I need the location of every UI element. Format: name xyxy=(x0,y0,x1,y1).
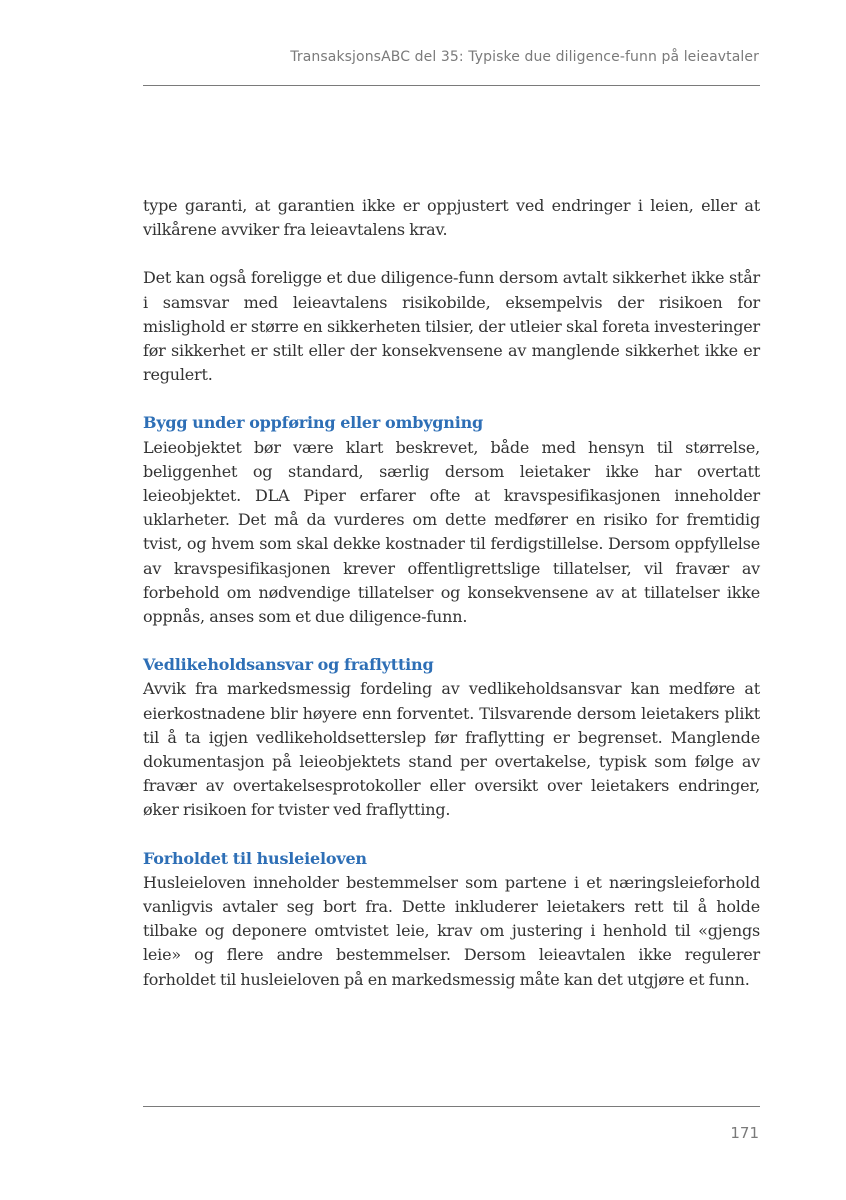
section-heading: Bygg under oppføring eller ombygning xyxy=(143,413,484,433)
page-body xyxy=(143,194,760,1016)
footer-divider xyxy=(143,1106,760,1107)
section-tenancy-act xyxy=(143,847,760,992)
section-heading: Forholdet til husleieloven xyxy=(143,848,367,868)
section-text: Avvik fra markedsmessig fordeling av vedlikeholdsansvar kan medføre at eierkostnadene blir høyere enn forventet. Tilsvarende dersom leietakers plikt til å ta igjen vedlikeholdsetterslep før fraflytting er begrenset. Manglende dokumentasjon på leieobjektets stand per overtakelse, typisk som følge av fravær av overtakelsesprotokoller eller oversikt over leietakers endringer, øker risikoen for tvister ved fraflytting. xyxy=(143,679,760,820)
section-maintenance xyxy=(143,653,760,822)
section-text: Husleieloven inneholder bestemmelser som partene i et næringsleieforhold vanligvis avtaler seg bort fra. Dette inkluderer leietakers rett til å holde tilbake og deponere omtvistet leie, krav om justering i henhold til «gjengs leie» og flere andre bestemmelser. Dersom leieavtalen ikke regulerer forholdet til husleieloven på en markedsmessig måte kan det utgjøre et funn. xyxy=(143,872,760,989)
page-number: 171 xyxy=(730,1124,759,1142)
paragraph-guarantee-continued: type garanti, at garantien ikke er oppjustert ved endringer i leien, eller at vilkårene avviker fra leieavtalens krav. xyxy=(143,196,760,240)
section-text: Leieobjektet bør være klart beskrevet, både med hensyn til størrelse, beliggenhet og standard, særlig dersom leietaker ikke har overtatt leieobjektet. DLA Piper erfarer ofte at kravspesifikasjonen inneholder uklarheter. Det må da vurderes om dette medfører en risiko for fremtidig tvist, og hvem som skal dekke kostnader til ferdigstillelse. Dersom oppfyllelse av kravspesifikasjonen krever offentligrettslige tillatelser, vil fravær av forbehold om nødvendige tillatelser og konsekvensene av at tillatelser ikke oppnås, anses som et due diligence-funn. xyxy=(143,437,760,627)
header-divider xyxy=(143,85,760,86)
paragraph-security-risk: Det kan også foreligge et due diligence-funn dersom avtalt sikkerhet ikke står i samsvar med leieavtalens risikobilde, eksempelvis der risikoen for mislighold er større en sikkerheten tilsier, der utleier skal foreta investeringer før sikkerhet er stilt eller der konsekvensene av manglende sikkerhet ikke er regulert. xyxy=(143,268,760,385)
section-heading: Vedlikeholdsansvar og fraflytting xyxy=(143,655,434,675)
section-construction xyxy=(143,411,760,629)
running-header: TransaksjonsABC del 35: Typiske due diligence-funn på leieavtaler xyxy=(290,49,759,65)
